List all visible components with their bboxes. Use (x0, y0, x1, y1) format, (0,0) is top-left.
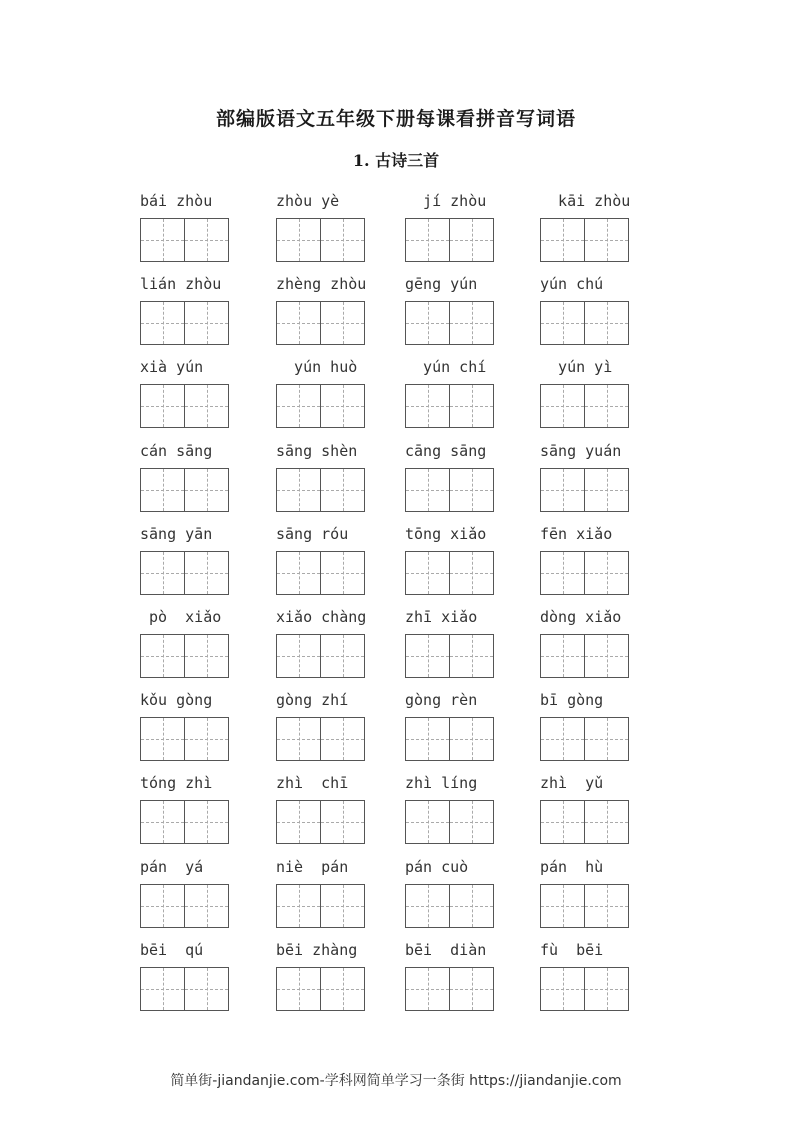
vertical-guide-line (472, 302, 473, 344)
vertical-guide-line (607, 385, 608, 427)
vertical-guide-line (299, 635, 300, 677)
writing-box[interactable] (140, 967, 229, 1011)
vertical-guide-line (299, 219, 300, 261)
word-item (540, 354, 670, 428)
pinyin-label: kāi zhòu (540, 192, 631, 210)
character-cell[interactable] (320, 635, 364, 677)
writing-box[interactable] (276, 468, 365, 512)
pinyin-label: pán yá (140, 857, 204, 876)
vertical-guide-line (563, 801, 564, 843)
vertical-guide-line (472, 469, 473, 511)
character-cell[interactable] (541, 635, 584, 677)
character-cell[interactable] (449, 718, 493, 760)
word-item (405, 354, 535, 428)
word-item (405, 188, 535, 262)
character-cell[interactable] (320, 219, 364, 261)
vertical-guide-line (428, 302, 429, 344)
vertical-guide-line (472, 219, 473, 261)
vertical-guide-line (207, 219, 208, 261)
character-cell[interactable] (141, 302, 184, 344)
pinyin-label: bēi qú (140, 940, 204, 959)
pinyin-label: zhì líng (405, 774, 478, 793)
vertical-guide-line (343, 385, 344, 427)
writing-box[interactable] (140, 800, 229, 844)
character-cell[interactable] (184, 885, 228, 927)
pinyin-label: bái zhòu (140, 192, 213, 210)
writing-box[interactable] (405, 800, 494, 844)
pinyin-label: zhòu yè (276, 192, 340, 210)
character-cell[interactable] (277, 635, 320, 677)
character-cell[interactable] (277, 801, 320, 843)
page-title: 部编版语文五年级下册每课看拼音写词语 (215, 108, 576, 130)
word-item (276, 854, 406, 928)
character-cell[interactable] (320, 552, 364, 594)
word-item (140, 937, 270, 1011)
word-item (140, 604, 270, 678)
word-item (140, 770, 270, 844)
pinyin-label: zhì chī (276, 774, 349, 793)
vertical-guide-line (563, 469, 564, 511)
writing-box[interactable] (540, 717, 629, 761)
vertical-guide-line (343, 968, 344, 1010)
character-cell[interactable] (584, 635, 628, 677)
character-cell[interactable] (584, 968, 628, 1010)
vertical-guide-line (607, 302, 608, 344)
pinyin-label: zhī xiǎo (405, 607, 478, 626)
worksheet-row (0, 770, 792, 853)
pinyin-label: pán cuò (405, 857, 469, 876)
word-item (405, 854, 535, 928)
word-item (540, 687, 670, 761)
character-cell[interactable] (449, 801, 493, 843)
character-cell[interactable] (449, 885, 493, 927)
vertical-guide-line (563, 385, 564, 427)
word-item (540, 271, 670, 345)
pinyin-label: fù bēi (540, 940, 604, 959)
word-item (540, 604, 670, 678)
vertical-guide-line (428, 552, 429, 594)
character-cell[interactable] (277, 718, 320, 760)
word-item (276, 188, 406, 262)
vertical-guide-line (472, 885, 473, 927)
pinyin-label: zhèng zhòu (276, 275, 367, 294)
pinyin-label: niè pán (276, 857, 349, 876)
pinyin-label: gòng rèn (405, 691, 478, 710)
character-cell[interactable] (541, 552, 584, 594)
pinyin-label: bī gòng (540, 691, 604, 710)
character-cell[interactable] (449, 552, 493, 594)
vertical-guide-line (563, 302, 564, 344)
character-cell[interactable] (541, 469, 584, 511)
character-cell[interactable] (141, 968, 184, 1010)
word-item (405, 604, 535, 678)
character-cell[interactable] (449, 219, 493, 261)
pinyin-label: yún chí (405, 358, 487, 377)
vertical-guide-line (163, 385, 164, 427)
word-item (540, 188, 670, 262)
writing-box[interactable] (140, 634, 229, 678)
vertical-guide-line (428, 385, 429, 427)
writing-box[interactable] (276, 717, 365, 761)
pinyin-label: bēi diàn (405, 940, 487, 959)
character-cell[interactable] (184, 385, 228, 427)
character-cell[interactable] (406, 635, 449, 677)
word-item (276, 937, 406, 1011)
pinyin-label: sāng yān (140, 524, 213, 543)
pinyin-label: yún yì (540, 358, 613, 377)
character-cell[interactable] (449, 968, 493, 1010)
word-item (540, 770, 670, 844)
writing-box[interactable] (405, 551, 494, 595)
pinyin-label: gòng zhí (276, 691, 349, 710)
character-cell[interactable] (449, 469, 493, 511)
pinyin-label: kǒu gòng (140, 691, 213, 710)
word-item (140, 687, 270, 761)
character-cell[interactable] (184, 302, 228, 344)
character-cell[interactable] (406, 801, 449, 843)
vertical-guide-line (428, 885, 429, 927)
vertical-guide-line (163, 718, 164, 760)
vertical-guide-line (472, 801, 473, 843)
worksheet-row (0, 521, 792, 604)
character-cell[interactable] (541, 385, 584, 427)
pinyin-label: pán hù (540, 857, 604, 876)
character-cell[interactable] (541, 718, 584, 760)
vertical-guide-line (428, 968, 429, 1010)
vertical-guide-line (299, 801, 300, 843)
vertical-guide-line (163, 469, 164, 511)
character-cell[interactable] (584, 302, 628, 344)
pinyin-label: bēi zhàng (276, 940, 358, 959)
worksheet-row (0, 438, 792, 521)
writing-box[interactable] (276, 551, 365, 595)
vertical-guide-line (428, 801, 429, 843)
character-cell[interactable] (406, 718, 449, 760)
word-item (276, 770, 406, 844)
vertical-guide-line (299, 552, 300, 594)
writing-box[interactable] (276, 384, 365, 428)
writing-box[interactable] (540, 800, 629, 844)
vertical-guide-line (472, 552, 473, 594)
character-cell[interactable] (320, 718, 364, 760)
word-item (276, 271, 406, 345)
writing-box[interactable] (540, 384, 629, 428)
character-cell[interactable] (541, 302, 584, 344)
pinyin-label: fēn xiǎo (540, 524, 613, 543)
character-cell[interactable] (541, 801, 584, 843)
pinyin-label: sāng shèn (276, 441, 358, 460)
character-cell[interactable] (320, 801, 364, 843)
pinyin-label: cán sāng (140, 441, 213, 460)
vertical-guide-line (299, 385, 300, 427)
character-cell[interactable] (584, 469, 628, 511)
character-cell[interactable] (141, 718, 184, 760)
vertical-guide-line (563, 968, 564, 1010)
character-cell[interactable] (320, 968, 364, 1010)
pinyin-label: sāng yuán (540, 441, 622, 460)
word-item (405, 521, 535, 595)
writing-box[interactable] (276, 967, 365, 1011)
character-cell[interactable] (584, 718, 628, 760)
writing-box[interactable] (405, 218, 494, 262)
writing-box[interactable] (540, 301, 629, 345)
vertical-guide-line (207, 718, 208, 760)
vertical-guide-line (563, 552, 564, 594)
writing-box[interactable] (405, 301, 494, 345)
character-cell[interactable] (584, 885, 628, 927)
writing-box[interactable] (276, 634, 365, 678)
pinyin-label: dòng xiǎo (540, 607, 622, 626)
vertical-guide-line (607, 469, 608, 511)
pinyin-label: xiǎo chàng (276, 607, 367, 626)
character-cell[interactable] (184, 219, 228, 261)
writing-box[interactable] (140, 218, 229, 262)
vertical-guide-line (472, 635, 473, 677)
vertical-guide-line (607, 718, 608, 760)
writing-box[interactable] (276, 218, 365, 262)
character-cell[interactable] (541, 219, 584, 261)
writing-box[interactable] (140, 384, 229, 428)
character-cell[interactable] (141, 552, 184, 594)
word-item (140, 188, 270, 262)
pinyin-label: xià yún (140, 358, 204, 377)
writing-box[interactable] (405, 384, 494, 428)
word-item (140, 438, 270, 512)
character-cell[interactable] (141, 635, 184, 677)
character-cell[interactable] (184, 968, 228, 1010)
pinyin-label: tóng zhì (140, 774, 213, 793)
character-cell[interactable] (320, 302, 364, 344)
vertical-guide-line (607, 968, 608, 1010)
character-cell[interactable] (449, 302, 493, 344)
vertical-guide-line (163, 968, 164, 1010)
vertical-guide-line (343, 469, 344, 511)
vertical-guide-line (607, 219, 608, 261)
character-cell[interactable] (406, 302, 449, 344)
vertical-guide-line (472, 718, 473, 760)
vertical-guide-line (163, 885, 164, 927)
character-cell[interactable] (141, 801, 184, 843)
vertical-guide-line (163, 219, 164, 261)
word-item (140, 354, 270, 428)
vertical-guide-line (207, 302, 208, 344)
worksheet-row (0, 937, 792, 1020)
writing-box[interactable] (540, 884, 629, 928)
vertical-guide-line (343, 302, 344, 344)
pinyin-label: cāng sāng (405, 441, 487, 460)
character-cell[interactable] (584, 552, 628, 594)
word-item (405, 687, 535, 761)
vertical-guide-line (299, 469, 300, 511)
pinyin-label: zhì yǔ (540, 774, 604, 793)
vertical-guide-line (163, 552, 164, 594)
vertical-guide-line (207, 385, 208, 427)
word-item (140, 854, 270, 928)
character-cell[interactable] (277, 968, 320, 1010)
writing-box[interactable] (140, 301, 229, 345)
character-cell[interactable] (541, 968, 584, 1010)
vertical-guide-line (299, 302, 300, 344)
vertical-guide-line (163, 801, 164, 843)
word-item (540, 521, 670, 595)
vertical-guide-line (472, 968, 473, 1010)
vertical-guide-line (607, 552, 608, 594)
vertical-guide-line (343, 219, 344, 261)
character-cell[interactable] (141, 385, 184, 427)
character-cell[interactable] (320, 885, 364, 927)
character-cell[interactable] (184, 635, 228, 677)
character-cell[interactable] (406, 469, 449, 511)
footer-source-text: 简单街-jiandanjie.com-学科网简单学习一条街 https://jiandanjie.com (170, 1073, 622, 1089)
writing-box[interactable] (140, 551, 229, 595)
vertical-guide-line (607, 635, 608, 677)
character-cell[interactable] (541, 885, 584, 927)
character-cell[interactable] (406, 885, 449, 927)
character-cell[interactable] (320, 469, 364, 511)
character-cell[interactable] (406, 219, 449, 261)
vertical-guide-line (343, 635, 344, 677)
writing-box[interactable] (405, 468, 494, 512)
word-item (540, 438, 670, 512)
vertical-guide-line (207, 552, 208, 594)
character-cell[interactable] (141, 219, 184, 261)
character-cell[interactable] (406, 552, 449, 594)
word-item (540, 937, 670, 1011)
writing-box[interactable] (140, 468, 229, 512)
character-cell[interactable] (277, 469, 320, 511)
character-cell[interactable] (141, 469, 184, 511)
vertical-guide-line (563, 635, 564, 677)
pinyin-label: gēng yún (405, 275, 478, 294)
worksheet-row (0, 188, 792, 271)
vertical-guide-line (343, 718, 344, 760)
pinyin-label: sāng róu (276, 524, 349, 543)
vertical-guide-line (163, 635, 164, 677)
writing-box[interactable] (405, 634, 494, 678)
vertical-guide-line (607, 801, 608, 843)
vertical-guide-line (428, 469, 429, 511)
writing-box[interactable] (140, 717, 229, 761)
character-cell[interactable] (277, 885, 320, 927)
vertical-guide-line (343, 885, 344, 927)
word-item (276, 438, 406, 512)
vertical-guide-line (428, 219, 429, 261)
pinyin-label: yún huò (276, 358, 358, 377)
character-cell[interactable] (584, 219, 628, 261)
word-item (405, 438, 535, 512)
character-cell[interactable] (406, 968, 449, 1010)
word-item (540, 854, 670, 928)
vertical-guide-line (607, 885, 608, 927)
word-item (276, 604, 406, 678)
vertical-guide-line (428, 635, 429, 677)
vertical-guide-line (343, 801, 344, 843)
character-cell[interactable] (184, 801, 228, 843)
vertical-guide-line (207, 885, 208, 927)
character-cell[interactable] (184, 552, 228, 594)
worksheet-row (0, 687, 792, 770)
word-item (405, 937, 535, 1011)
writing-box[interactable] (276, 800, 365, 844)
word-item (276, 687, 406, 761)
vertical-guide-line (343, 552, 344, 594)
vertical-guide-line (563, 219, 564, 261)
character-cell[interactable] (277, 385, 320, 427)
writing-box[interactable] (405, 884, 494, 928)
word-item (276, 521, 406, 595)
vertical-guide-line (563, 718, 564, 760)
writing-box[interactable] (540, 468, 629, 512)
lesson-title: 1. 古诗三首 (352, 151, 440, 170)
character-cell[interactable] (584, 801, 628, 843)
writing-box[interactable] (540, 634, 629, 678)
writing-box[interactable] (405, 967, 494, 1011)
vertical-guide-line (207, 968, 208, 1010)
pinyin-label: tōng xiǎo (405, 524, 487, 543)
vertical-guide-line (207, 469, 208, 511)
writing-box[interactable] (540, 967, 629, 1011)
pinyin-label: pò xiǎo (140, 607, 222, 626)
pinyin-label: yún chú (540, 275, 604, 294)
word-item (140, 521, 270, 595)
character-cell[interactable] (320, 385, 364, 427)
worksheet-row (0, 604, 792, 687)
vertical-guide-line (207, 801, 208, 843)
writing-box[interactable] (540, 551, 629, 595)
writing-box[interactable] (405, 717, 494, 761)
writing-box[interactable] (140, 884, 229, 928)
vertical-guide-line (563, 885, 564, 927)
vertical-guide-line (207, 635, 208, 677)
worksheet-row (0, 854, 792, 937)
word-item (405, 770, 535, 844)
word-item (140, 271, 270, 345)
vertical-guide-line (299, 968, 300, 1010)
writing-box[interactable] (540, 218, 629, 262)
vertical-guide-line (428, 718, 429, 760)
word-item (405, 271, 535, 345)
pinyin-worksheet-grid (0, 188, 792, 1020)
character-cell[interactable] (449, 385, 493, 427)
character-cell[interactable] (141, 885, 184, 927)
character-cell[interactable] (277, 302, 320, 344)
writing-box[interactable] (276, 301, 365, 345)
pinyin-label: jí zhòu (405, 192, 487, 210)
worksheet-row (0, 354, 792, 437)
vertical-guide-line (299, 885, 300, 927)
pinyin-label: lián zhòu (140, 275, 222, 294)
character-cell[interactable] (584, 385, 628, 427)
word-item (276, 354, 406, 428)
character-cell[interactable] (406, 385, 449, 427)
character-cell[interactable] (277, 219, 320, 261)
vertical-guide-line (472, 385, 473, 427)
worksheet-row (0, 271, 792, 354)
vertical-guide-line (299, 718, 300, 760)
character-cell[interactable] (277, 552, 320, 594)
vertical-guide-line (163, 302, 164, 344)
writing-box[interactable] (276, 884, 365, 928)
character-cell[interactable] (184, 469, 228, 511)
character-cell[interactable] (184, 718, 228, 760)
character-cell[interactable] (449, 635, 493, 677)
